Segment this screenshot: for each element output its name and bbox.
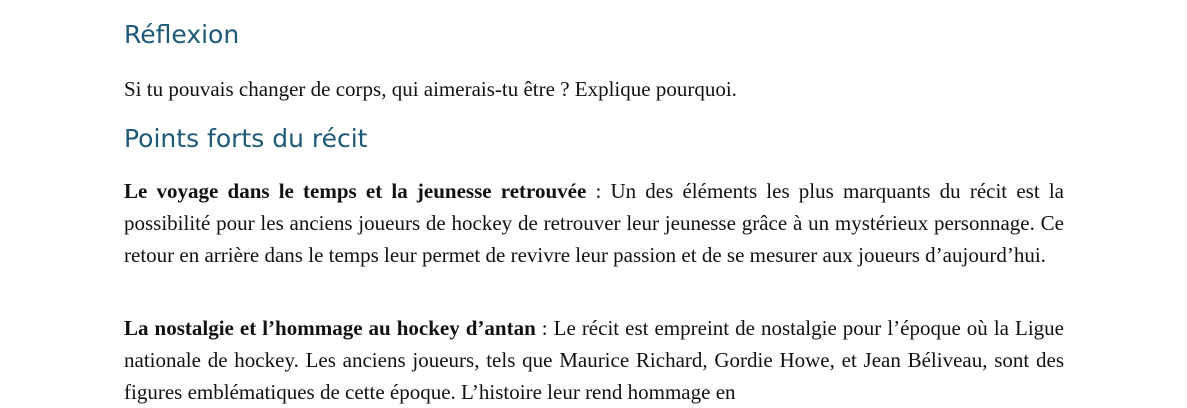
paragraph-voyage-body: : Un des éléments les plus marquants du récit est la possibilité pour les anciens joueurs de hockey de retrouver leur jeunesse grâce à un mystérieux personnage. Ce retour en arrière dans le temps leur permet de revivre leur passion et de se mesurer aux joueurs d’aujourd’hui. — [124, 179, 1064, 267]
paragraph-nostalgie — [124, 312, 1064, 408]
paragraph-nostalgie-body: : Le récit est empreint de nostalgie pour l’époque où la Ligue nationale de hockey. Les anciens joueurs, tels que Maurice Richard, Gordie Howe, et Jean Béliveau, sont des figures emblématiques de cette époque. L’histoire leur rend hommage en — [124, 316, 1064, 404]
paragraph-nostalgie-lead: La nostalgie et l’hommage au hockey d’antan — [124, 316, 536, 340]
reflexion-question: Si tu pouvais changer de corps, qui aimerais-tu être ? Explique pourquoi. — [124, 77, 737, 101]
reflexion-heading: Réflexion — [124, 20, 240, 49]
paragraph-voyage — [124, 175, 1064, 271]
paragraph-voyage-lead: Le voyage dans le temps et la jeunesse retrouvée — [124, 179, 587, 203]
points-forts-heading: Points forts du récit — [124, 124, 368, 153]
